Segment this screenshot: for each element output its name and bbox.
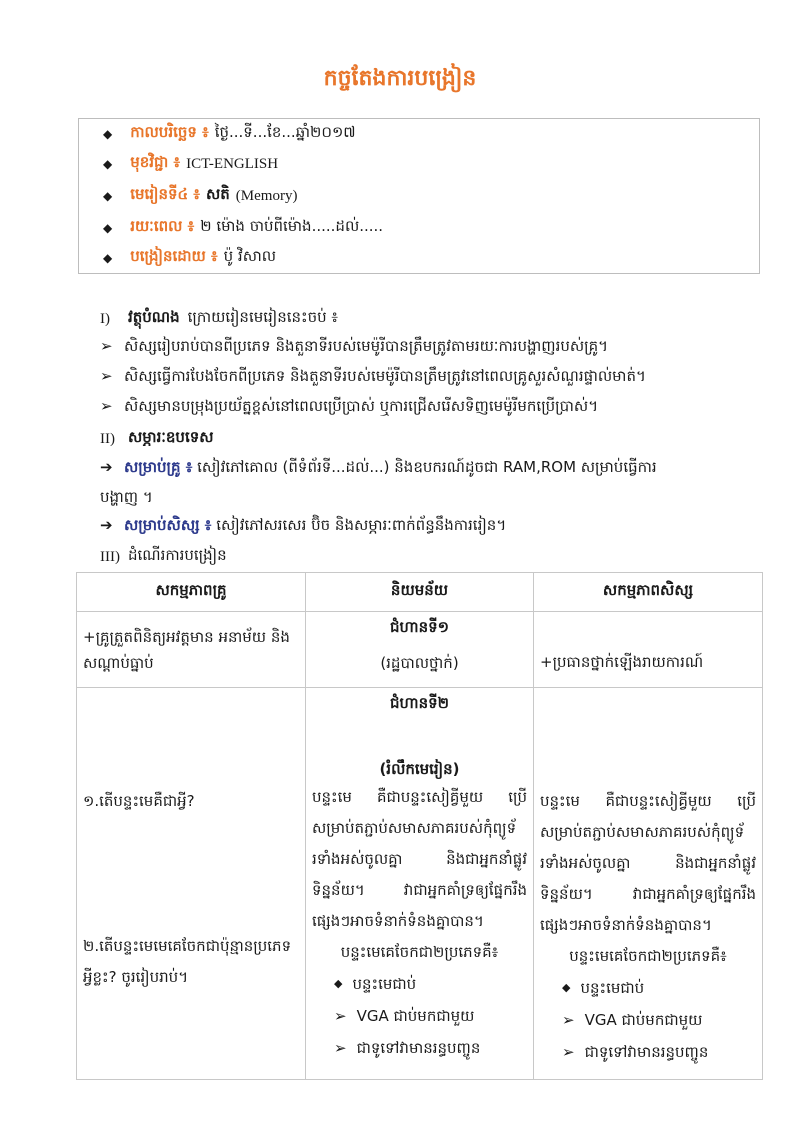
date-value: ថ្ងៃ...ទី...ខែ...ឆ្នាំ២០១៧ [214, 123, 356, 141]
step-title: ជំហានទី១ [390, 618, 449, 636]
teacher-question: ២.តើបន្ទះមេមេគេចែកជាប៉ុន្មានប្រភេទអ្វីខ្លះ? ចូររៀបរាប់។ [83, 937, 292, 986]
teacher-activity-cell [77, 612, 306, 688]
student-activity-cell [534, 612, 763, 688]
materials-teacher-cont: បង្ហាញ ។ [100, 488, 153, 506]
chevron-right-icon: ➢ [334, 1039, 347, 1057]
chevron-right-icon: ➢ [100, 367, 113, 385]
teacher-question: ១.តើបន្ទះមេគឺជាអ្វី? [83, 792, 195, 810]
diamond-bullet-icon: ◆ [103, 127, 113, 141]
process-title: ដំណើរការបង្រៀន [128, 546, 227, 564]
step-title: ជំហានទី២ [390, 694, 449, 712]
table-header-row [77, 573, 763, 612]
teacher-activity-cell [77, 688, 306, 1080]
teacher-value: ប៉ូ វិសាល [223, 247, 277, 265]
duration-value: ២ ម៉ោង ចាប់ពីម៉ោង.....ដល់..... [200, 217, 384, 235]
date-label: កាលបរិច្ឆេទ ៖ [130, 123, 209, 141]
process-heading [100, 546, 227, 568]
table-row [77, 612, 763, 688]
info-row-lesson [103, 185, 297, 207]
list-item-text: VGA ជាប់មកជាមួយ [584, 1011, 703, 1029]
list-item-text: បន្ទះមេជាប់ [352, 975, 417, 993]
step-subtitle: (រដ្ឋបាលថ្នាក់) [380, 654, 459, 672]
diamond-bullet-icon: ◆ [334, 977, 343, 990]
objective-text: សិស្សមានបម្រុងប្រយ័ត្នខ្ពស់នៅពេលប្រើប្រាស់ ឬការជ្រើសរើសទិញមេម៉ូរីមកប្រើប្រាស់។ [124, 397, 599, 415]
chevron-right-icon: ➢ [334, 1007, 347, 1025]
student-answer-text: បន្ទះមេគេចែកជា២ប្រភេទគឺ៖ [569, 947, 727, 965]
materials-teacher [100, 458, 760, 480]
arrow-right-icon: ➔ [100, 458, 113, 476]
objectives-title: វត្ថុបំណង [128, 308, 180, 326]
diamond-bullet-icon: ◆ [103, 221, 113, 235]
definition-text: បន្ទះមេ គឺជាបន្ទះសៀគ្វីមួយ ប្រើសម្រាប់តភ្ជាប់សមាសភាគរបស់កុំព្យូទ័រទាំងអស់ចូលគ្នា និងជាអ្នកនាំផ្លូវទិន្នន័យ។ វាជាអ្នកគាំទ្រឲ្យផ្នែករឹងផ្សេងៗអាចទំនាក់ទំនងគ្នាបាន។ [312, 788, 527, 930]
materials-student [100, 516, 760, 538]
definition-cell [306, 612, 534, 688]
lesson-plan-table [76, 572, 763, 1080]
lesson-english: (Memory) [235, 187, 298, 204]
teacher-activity-text: +គ្រូត្រួតពិនិត្យអវត្តមាន អនាម័យ និងសណ្តាប់ធ្នាប់ [83, 628, 290, 672]
list-item-text: VGA ជាប់មកជាមួយ [356, 1007, 475, 1025]
lesson-name: សតិ [205, 185, 230, 203]
subject-value: ICT-ENGLISH [186, 155, 279, 172]
list-item-text: បន្ទះមេជាប់ [580, 979, 645, 997]
list-item [312, 1032, 527, 1064]
objective-text: សិស្សធ្វើការបែងចែកពីប្រភេទ និងតួនាទីរបស់មេម៉ូរីបានត្រឹមត្រូវនៅពេលគ្រូសួរសំណួរផ្ទាល់មាត់។ [124, 367, 646, 385]
table-row [77, 688, 763, 1080]
materials-teacher-text: សៀវភៅគោល (ពីទំព័រទី...ដល់...) និងឧបករណ៍ដូចជា RAM,ROM សម្រាប់ធ្វើការ [197, 458, 657, 476]
definition-cell [306, 688, 534, 1080]
section-number: I) [100, 310, 110, 327]
materials-title: សម្ភារៈឧបទេស [128, 428, 214, 446]
column-header: សកម្មភាពគ្រូ [77, 573, 306, 612]
list-item-text: ជាទូទៅវាមានរន្ធបញ្ចូន [356, 1039, 481, 1057]
lesson-label: មេរៀនទី៤ ៖ [130, 185, 200, 203]
section-number: III) [100, 548, 120, 565]
duration-label: រយៈពេល ៖ [130, 217, 195, 235]
info-row-date [103, 123, 356, 145]
list-item-text: ជាទូទៅវាមានរន្ធបញ្ចូន [584, 1043, 709, 1061]
list-item [540, 1036, 756, 1068]
list-item [540, 1004, 756, 1036]
objective-item [100, 337, 760, 359]
step-subtitle: (រំលឹកមេរៀន) [379, 760, 460, 778]
materials-heading [100, 428, 214, 450]
list-item [312, 968, 527, 1000]
diamond-bullet-icon: ◆ [103, 189, 113, 203]
page-title: កច្ចតែងការបង្រៀន [323, 66, 477, 91]
student-activity-text: +ប្រធានថ្នាក់ឡើងរាយការណ៍ [540, 653, 704, 671]
section-number: II) [100, 430, 115, 447]
subject-label: មុខវិជ្ជា ៖ [130, 153, 181, 171]
chevron-right-icon: ➢ [100, 337, 113, 355]
materials-teacher-label: សម្រាប់គ្រូ ៖ [124, 458, 193, 476]
info-row-teacher [103, 247, 276, 269]
column-header: និយមន័យ [306, 573, 534, 612]
objective-item [100, 397, 760, 419]
list-item [540, 972, 756, 1004]
list-item [312, 1000, 527, 1032]
info-row-duration [103, 217, 383, 239]
arrow-right-icon: ➔ [100, 516, 113, 534]
student-answer-text: បន្ទះមេ គឺជាបន្ទះសៀគ្វីមួយ ប្រើសម្រាប់តភ្ជាប់សមាសភាគរបស់កុំព្យូទ័រទាំងអស់ចូលគ្នា និងជាអ្នកនាំផ្លូវទិន្នន័យ។ វាជាអ្នកគាំទ្រឲ្យផ្នែករឹងផ្សេងៗអាចទំនាក់ទំនងគ្នាបាន។ [540, 792, 756, 934]
diamond-bullet-icon: ◆ [103, 251, 113, 265]
info-row-subject [103, 153, 278, 175]
objectives-intro: ក្រោយរៀនមេរៀននេះចប់ ៖ [187, 308, 339, 326]
diamond-bullet-icon: ◆ [562, 981, 571, 994]
objectives-heading [100, 308, 338, 330]
teacher-label: បង្រៀនដោយ ៖ [130, 247, 218, 265]
chevron-right-icon: ➢ [562, 1043, 575, 1061]
definition-text: បន្ទះមេគេចែកជា២ប្រភេទគឺ៖ [340, 943, 499, 961]
diamond-bullet-icon: ◆ [103, 157, 113, 171]
student-activity-cell [534, 688, 763, 1080]
lesson-info-box [78, 118, 760, 274]
chevron-right-icon: ➢ [100, 397, 113, 415]
objective-item [100, 367, 760, 389]
objective-text: សិស្សរៀបរាប់បានពីប្រភេទ និងតួនាទីរបស់មេម៉ូរីបានត្រឹមត្រូវតាមរយៈការបង្ហាញរបស់គ្រូ។ [124, 337, 609, 355]
materials-student-text: សៀវភៅសរសេរ ប៊ិច និងសម្ភារៈពាក់ព័ន្ធនឹងការរៀន។ [216, 516, 507, 534]
chevron-right-icon: ➢ [562, 1011, 575, 1029]
column-header: សកម្មភាពសិស្ស [534, 573, 763, 612]
materials-student-label: សម្រាប់សិស្ស ៖ [124, 516, 212, 534]
